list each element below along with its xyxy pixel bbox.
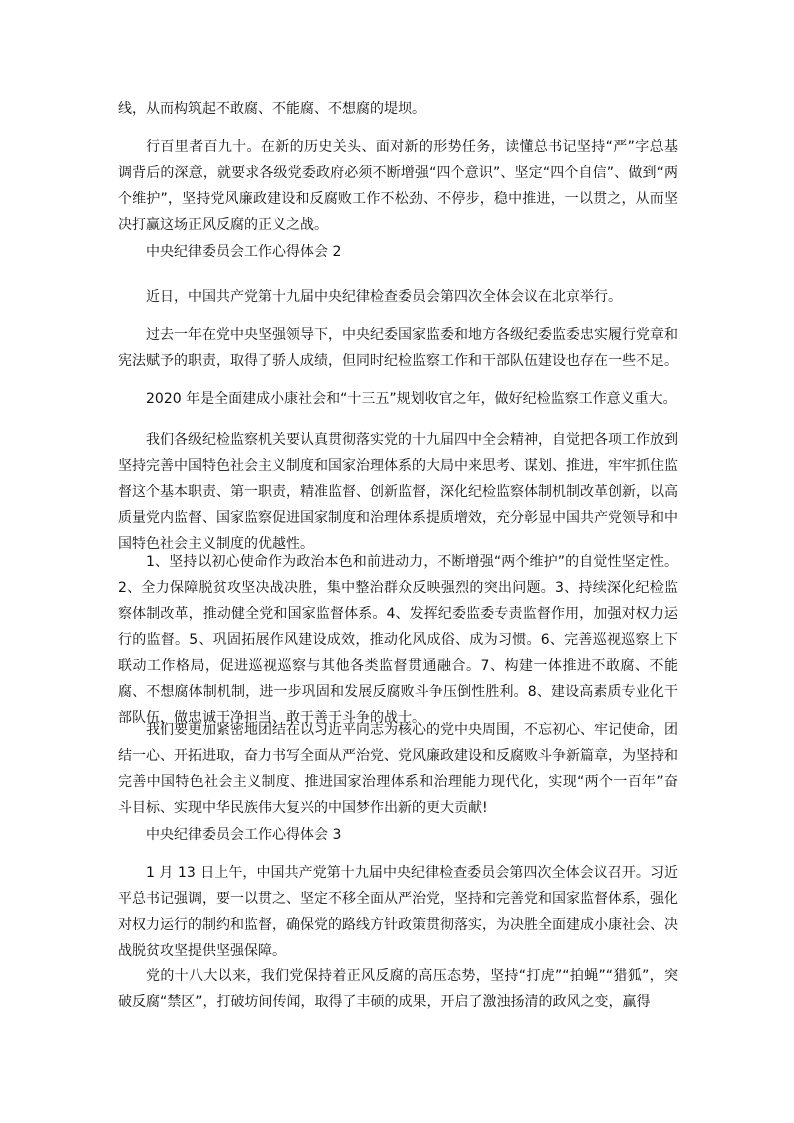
section-heading-3: 中央纪律委员会工作心得体会 3 <box>146 827 342 843</box>
paragraph-review: 过去一年在党中央坚强领导下，中央纪委国家监委和地方各级纪委监委忠实履行党章和宪法赋予的职责，取得了骄人成绩，但同时纪检监察工作和干部队伍建设也存在一些不足。 <box>118 327 678 369</box>
paragraph-meeting: 1 月 13 日上午，中国共产党第十九届中央纪律检查委员会第四次全体会议召开。习近平总书记强调，要一以贯之、坚定不移全面从严治党，坚持和完善党和国家监督体系，强化对权力运行的制约和监督，确保党的路线方针政策贯彻落实，为决胜全面建成小康社会、决战脱贫攻坚提供坚强保障。 <box>118 865 678 959</box>
paragraph-2020: 2020 年是全面建成小康社会和“十三五”规划收官之年，做好纪检监察工作意义重大。 <box>146 391 677 407</box>
paragraph-unite: 我们要更加紧密地团结在以习近平同志为核心的党中央周围，不忘初心、牢记使命，团结一心、开拓进取，奋力书写全面从严治党、党风廉政建设和反腐败斗争新篇章，为坚持和完善中国特色社会主义制度、推进国家治理体系和治理能力现代化，实现“两个一百年”奋斗目标、实现中华民族伟大复兴的中国梦作出新的更大贡献! <box>118 722 678 816</box>
paragraph-continuation: 线，从而构筑起不敢腐、不能腐、不想腐的堤坝。 <box>118 101 426 117</box>
paragraph-anticorruption: 党的十八大以来，我们党保持着正风反腐的高压态势，坚持“打虎”“拍蝇”“猎狐”，突破反腐“禁区”，打破坊间传闻，取得了丰硕的成果，开启了激浊扬清的政风之变，赢得 <box>118 968 678 1010</box>
paragraph-intro: 行百里者百九十。在新的历史关头、面对新的形势任务，读懂总书记坚持“严”字总基调背后的深意，就要求各级党委政府必须不断增强“四个意识”、坚定“四个自信”、做到“两个维护”，坚持党风廉政建设和反腐败工作不松劲、不停步，稳中推进，一以贯之，从而坚决打赢这场正风反腐的正义之战。 <box>118 139 678 233</box>
paragraph-tasks: 我们各级纪检监察机关要认真贯彻落实党的十九届四中全会精神，自觉把各项工作放到坚持完善中国特色社会主义制度和国家治理体系的大局中来思考、谋划、推进，牢牢抓住监督这个基本职责、第一职责，精准监督、创新监督，深化纪检监察体制机制改革创新，以高质量党内监督、国家监察促进国家制度和治理体系提质增效，充分彰显中国共产党领导和中国特色社会主义制度的优越性。 <box>118 432 678 552</box>
paragraph-list: 1、坚持以初心使命作为政治本色和前进动力，不断增强“两个维护”的自觉性坚定性。2、全力保障脱贫攻坚决战决胜，集中整治群众反映强烈的突出问题。3、持续深化纪检监察体制改革，推动健全党和国家监督体系。4、发挥纪委监委专责监督作用，加强对权力运行的监督。5、巩固拓展作风建设成效，推动化风成俗、成为习惯。6、完善巡视巡察上下联动工作格局，促进巡视巡察与其他各类监督贯通融合。7、构建一体推进不敢腐、不能腐、不想腐体制机制，进一步巩固和发展反腐败斗争压倒性胜利。8、建设高素质专业化干部队伍，做忠诚干净担当、敢于善于斗争的战士。 <box>118 554 678 726</box>
section-heading-2: 中央纪律委员会工作心得体会 2 <box>146 244 342 260</box>
paragraph-news: 近日，中国共产党第十九届中央纪律检查委员会第四次全体会议在北京举行。 <box>146 289 622 305</box>
